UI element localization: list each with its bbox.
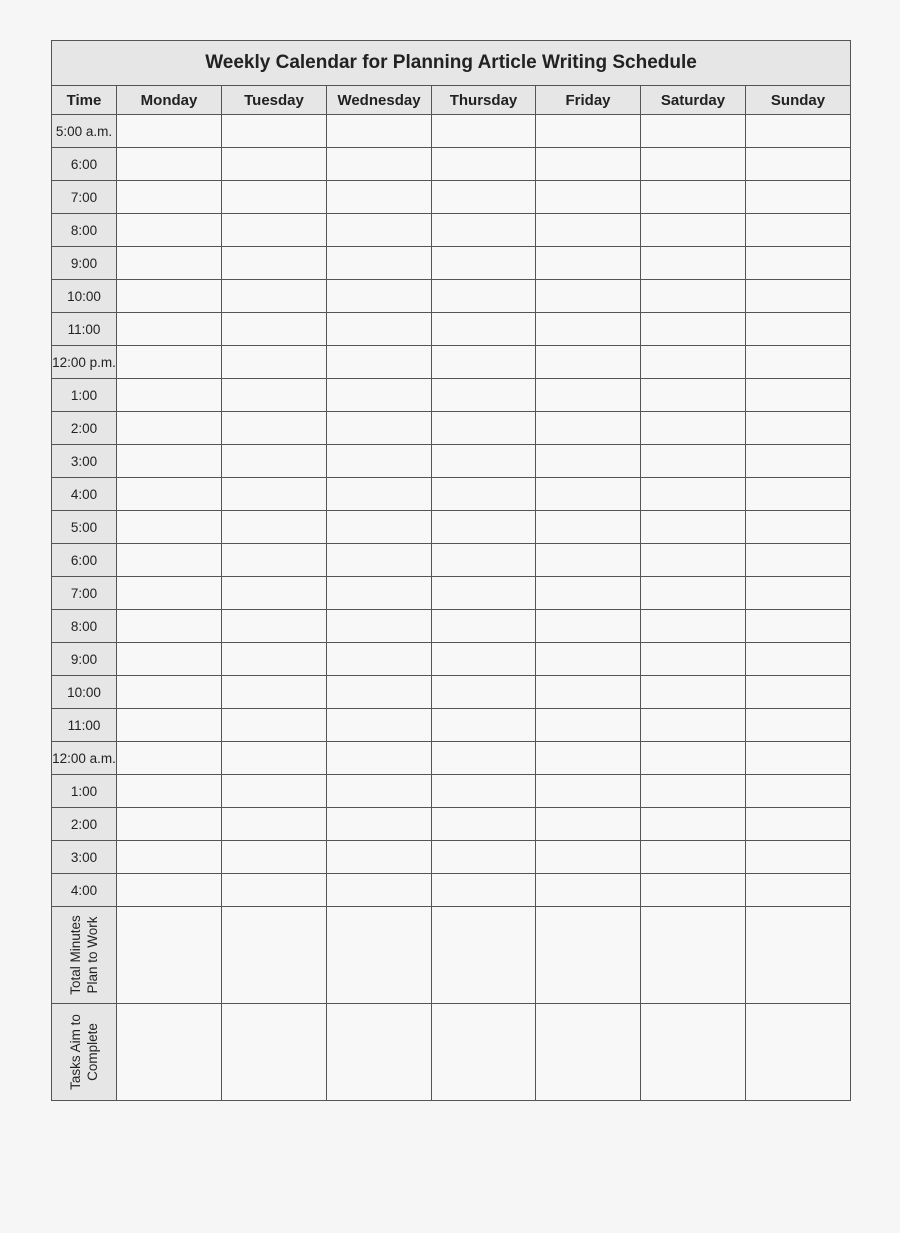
minutes-cell-wednesday[interactable]	[327, 907, 432, 1004]
slot-cell-thursday[interactable]	[432, 478, 536, 511]
slot-cell-tuesday[interactable]	[222, 577, 327, 610]
time-label: 6:00	[52, 148, 117, 181]
slot-cell-saturday[interactable]	[641, 379, 746, 412]
slot-cell-thursday[interactable]	[432, 313, 536, 346]
slot-cell-wednesday[interactable]	[327, 643, 432, 676]
slot-cell-tuesday[interactable]	[222, 742, 327, 775]
slot-cell-monday[interactable]	[117, 379, 222, 412]
slot-cell-thursday[interactable]	[432, 511, 536, 544]
day-header-wednesday: Wednesday	[327, 86, 432, 115]
time-label: 11:00	[52, 709, 117, 742]
slot-cell-thursday[interactable]	[432, 445, 536, 478]
tasks-cell-monday[interactable]	[117, 1004, 222, 1101]
slot-cell-saturday[interactable]	[641, 841, 746, 874]
slot-cell-sunday[interactable]	[746, 313, 851, 346]
time-slot-row	[52, 214, 851, 247]
time-slot-row	[52, 775, 851, 808]
slot-cell-monday[interactable]	[117, 181, 222, 214]
time-slot-row	[52, 709, 851, 742]
time-label: 10:00	[52, 676, 117, 709]
tasks-cell-wednesday[interactable]	[327, 1004, 432, 1101]
slot-cell-tuesday[interactable]	[222, 808, 327, 841]
minutes-cell-tuesday[interactable]	[222, 907, 327, 1004]
slot-cell-friday[interactable]	[536, 412, 641, 445]
time-label: 1:00	[52, 775, 117, 808]
slot-cell-monday[interactable]	[117, 313, 222, 346]
time-label: 6:00	[52, 544, 117, 577]
slot-cell-friday[interactable]	[536, 742, 641, 775]
slot-cell-friday[interactable]	[536, 379, 641, 412]
slot-cell-friday[interactable]	[536, 478, 641, 511]
slot-cell-wednesday[interactable]	[327, 742, 432, 775]
slot-cell-thursday[interactable]	[432, 676, 536, 709]
slot-cell-wednesday[interactable]	[327, 115, 432, 148]
slot-cell-thursday[interactable]	[432, 775, 536, 808]
slot-cell-thursday[interactable]	[432, 148, 536, 181]
slot-cell-saturday[interactable]	[641, 247, 746, 280]
slot-cell-saturday[interactable]	[641, 412, 746, 445]
day-header-thursday: Thursday	[432, 86, 536, 115]
time-slot-row	[52, 181, 851, 214]
slot-cell-friday[interactable]	[536, 709, 641, 742]
slot-cell-wednesday[interactable]	[327, 577, 432, 610]
time-label: 1:00	[52, 379, 117, 412]
slot-cell-monday[interactable]	[117, 808, 222, 841]
time-slot-row	[52, 478, 851, 511]
time-label: 11:00	[52, 313, 117, 346]
time-slot-row	[52, 643, 851, 676]
time-label: 7:00	[52, 577, 117, 610]
slot-cell-sunday[interactable]	[746, 148, 851, 181]
time-label: 4:00	[52, 874, 117, 907]
slot-cell-sunday[interactable]	[746, 412, 851, 445]
slot-cell-thursday[interactable]	[432, 742, 536, 775]
slot-cell-wednesday[interactable]	[327, 181, 432, 214]
slot-cell-friday[interactable]	[536, 643, 641, 676]
slot-cell-tuesday[interactable]	[222, 610, 327, 643]
day-header-saturday: Saturday	[641, 86, 746, 115]
time-label: 9:00	[52, 643, 117, 676]
slot-cell-friday[interactable]	[536, 115, 641, 148]
slot-cell-saturday[interactable]	[641, 280, 746, 313]
slot-cell-saturday[interactable]	[641, 478, 746, 511]
slot-cell-thursday[interactable]	[432, 709, 536, 742]
time-slot-row	[52, 379, 851, 412]
slot-cell-wednesday[interactable]	[327, 346, 432, 379]
slot-cell-monday[interactable]	[117, 412, 222, 445]
time-slot-row	[52, 148, 851, 181]
time-label: 5:00	[52, 511, 117, 544]
slot-cell-wednesday[interactable]	[327, 775, 432, 808]
minutes-cell-sunday[interactable]	[746, 907, 851, 1004]
slot-cell-friday[interactable]	[536, 841, 641, 874]
slot-cell-tuesday[interactable]	[222, 445, 327, 478]
time-slot-row	[52, 841, 851, 874]
slot-cell-wednesday[interactable]	[327, 544, 432, 577]
time-label: 5:00 a.m.	[52, 115, 117, 148]
slot-cell-tuesday[interactable]	[222, 544, 327, 577]
slot-cell-wednesday[interactable]	[327, 412, 432, 445]
time-slot-row	[52, 676, 851, 709]
slot-cell-saturday[interactable]	[641, 676, 746, 709]
slot-cell-monday[interactable]	[117, 346, 222, 379]
slot-cell-sunday[interactable]	[746, 676, 851, 709]
slot-cell-monday[interactable]	[117, 874, 222, 907]
slot-cell-sunday[interactable]	[746, 280, 851, 313]
slot-cell-wednesday[interactable]	[327, 874, 432, 907]
slot-cell-sunday[interactable]	[746, 379, 851, 412]
slot-cell-sunday[interactable]	[746, 247, 851, 280]
time-label: 2:00	[52, 412, 117, 445]
slot-cell-sunday[interactable]	[746, 214, 851, 247]
slot-cell-thursday[interactable]	[432, 643, 536, 676]
slot-cell-saturday[interactable]	[641, 775, 746, 808]
slot-cell-thursday[interactable]	[432, 115, 536, 148]
slot-cell-monday[interactable]	[117, 478, 222, 511]
time-slot-row	[52, 445, 851, 478]
slot-cell-tuesday[interactable]	[222, 313, 327, 346]
slot-cell-thursday[interactable]	[432, 379, 536, 412]
slot-cell-tuesday[interactable]	[222, 346, 327, 379]
slot-cell-friday[interactable]	[536, 676, 641, 709]
slot-cell-sunday[interactable]	[746, 346, 851, 379]
time-slot-row	[52, 412, 851, 445]
total-minutes-label: Total Minutes Plan to Work	[68, 915, 100, 995]
time-column-header: Time	[52, 86, 117, 115]
slot-cell-sunday[interactable]	[746, 742, 851, 775]
slot-cell-sunday[interactable]	[746, 577, 851, 610]
tasks-cell-thursday[interactable]	[432, 1004, 536, 1101]
time-slot-row	[52, 313, 851, 346]
time-label: 4:00	[52, 478, 117, 511]
day-header-tuesday: Tuesday	[222, 86, 327, 115]
slot-cell-saturday[interactable]	[641, 214, 746, 247]
time-slot-row	[52, 577, 851, 610]
slot-cell-saturday[interactable]	[641, 709, 746, 742]
tasks-aim-label: Tasks Aim to Complete	[68, 1014, 100, 1090]
tasks-cell-friday[interactable]	[536, 1004, 641, 1101]
slot-cell-thursday[interactable]	[432, 808, 536, 841]
slot-cell-saturday[interactable]	[641, 874, 746, 907]
slot-cell-sunday[interactable]	[746, 643, 851, 676]
slot-cell-tuesday[interactable]	[222, 115, 327, 148]
slot-cell-tuesday[interactable]	[222, 511, 327, 544]
total-minutes-row	[52, 907, 851, 1004]
weekly-calendar-table	[51, 40, 851, 1101]
slot-cell-thursday[interactable]	[432, 346, 536, 379]
slot-cell-sunday[interactable]	[746, 181, 851, 214]
slot-cell-wednesday[interactable]	[327, 379, 432, 412]
slot-cell-monday[interactable]	[117, 676, 222, 709]
slot-cell-friday[interactable]	[536, 181, 641, 214]
slot-cell-sunday[interactable]	[746, 445, 851, 478]
time-slot-row	[52, 808, 851, 841]
slot-cell-thursday[interactable]	[432, 214, 536, 247]
time-slot-row	[52, 511, 851, 544]
calendar-title: Weekly Calendar for Planning Article Writing Schedule	[52, 41, 851, 86]
time-label: 10:00	[52, 280, 117, 313]
slot-cell-wednesday[interactable]	[327, 610, 432, 643]
slot-cell-tuesday[interactable]	[222, 379, 327, 412]
slot-cell-wednesday[interactable]	[327, 841, 432, 874]
slot-cell-friday[interactable]	[536, 313, 641, 346]
total-minutes-label-cell	[52, 907, 117, 1004]
tasks-cell-tuesday[interactable]	[222, 1004, 327, 1101]
slot-cell-thursday[interactable]	[432, 874, 536, 907]
slot-cell-wednesday[interactable]	[327, 709, 432, 742]
day-header-monday: Monday	[117, 86, 222, 115]
minutes-cell-thursday[interactable]	[432, 907, 536, 1004]
slot-cell-thursday[interactable]	[432, 247, 536, 280]
slot-cell-monday[interactable]	[117, 115, 222, 148]
slot-cell-monday[interactable]	[117, 610, 222, 643]
slot-cell-monday[interactable]	[117, 511, 222, 544]
slot-cell-sunday[interactable]	[746, 544, 851, 577]
slot-cell-friday[interactable]	[536, 775, 641, 808]
slot-cell-wednesday[interactable]	[327, 808, 432, 841]
time-label: 3:00	[52, 841, 117, 874]
time-slot-row	[52, 742, 851, 775]
slot-cell-tuesday[interactable]	[222, 214, 327, 247]
slot-cell-saturday[interactable]	[641, 115, 746, 148]
tasks-label-cell	[52, 1004, 117, 1101]
slot-cell-friday[interactable]	[536, 148, 641, 181]
slot-cell-tuesday[interactable]	[222, 247, 327, 280]
slot-cell-thursday[interactable]	[432, 841, 536, 874]
slot-cell-saturday[interactable]	[641, 445, 746, 478]
minutes-cell-monday[interactable]	[117, 907, 222, 1004]
slot-cell-saturday[interactable]	[641, 511, 746, 544]
slot-cell-monday[interactable]	[117, 280, 222, 313]
slot-cell-friday[interactable]	[536, 445, 641, 478]
slot-cell-thursday[interactable]	[432, 577, 536, 610]
tasks-cell-saturday[interactable]	[641, 1004, 746, 1101]
slot-cell-monday[interactable]	[117, 148, 222, 181]
time-label: 12:00 p.m.	[52, 346, 117, 379]
slot-cell-wednesday[interactable]	[327, 676, 432, 709]
slot-cell-wednesday[interactable]	[327, 478, 432, 511]
slot-cell-saturday[interactable]	[641, 313, 746, 346]
slot-cell-wednesday[interactable]	[327, 148, 432, 181]
minutes-cell-saturday[interactable]	[641, 907, 746, 1004]
slot-cell-wednesday[interactable]	[327, 511, 432, 544]
time-label: 7:00	[52, 181, 117, 214]
time-label: 8:00	[52, 214, 117, 247]
minutes-cell-friday[interactable]	[536, 907, 641, 1004]
slot-cell-friday[interactable]	[536, 874, 641, 907]
slot-cell-wednesday[interactable]	[327, 280, 432, 313]
slot-cell-monday[interactable]	[117, 544, 222, 577]
time-label: 12:00 a.m.	[52, 742, 117, 775]
slot-cell-tuesday[interactable]	[222, 280, 327, 313]
slot-cell-monday[interactable]	[117, 709, 222, 742]
slot-cell-tuesday[interactable]	[222, 412, 327, 445]
slot-cell-sunday[interactable]	[746, 610, 851, 643]
slot-cell-thursday[interactable]	[432, 181, 536, 214]
slot-cell-thursday[interactable]	[432, 544, 536, 577]
time-slot-row	[52, 544, 851, 577]
slot-cell-friday[interactable]	[536, 511, 641, 544]
slot-cell-friday[interactable]	[536, 280, 641, 313]
day-header-sunday: Sunday	[746, 86, 851, 115]
time-slot-row	[52, 874, 851, 907]
slot-cell-tuesday[interactable]	[222, 148, 327, 181]
slot-cell-friday[interactable]	[536, 544, 641, 577]
slot-cell-wednesday[interactable]	[327, 247, 432, 280]
slot-cell-saturday[interactable]	[641, 610, 746, 643]
slot-cell-monday[interactable]	[117, 841, 222, 874]
day-header-row	[52, 86, 851, 115]
slot-cell-monday[interactable]	[117, 247, 222, 280]
slot-cell-sunday[interactable]	[746, 511, 851, 544]
time-label: 9:00	[52, 247, 117, 280]
slot-cell-tuesday[interactable]	[222, 841, 327, 874]
slot-cell-sunday[interactable]	[746, 478, 851, 511]
slot-cell-friday[interactable]	[536, 808, 641, 841]
time-slots	[52, 115, 851, 1101]
slot-cell-tuesday[interactable]	[222, 643, 327, 676]
slot-cell-monday[interactable]	[117, 643, 222, 676]
slot-cell-thursday[interactable]	[432, 412, 536, 445]
slot-cell-friday[interactable]	[536, 346, 641, 379]
tasks-cell-sunday[interactable]	[746, 1004, 851, 1101]
slot-cell-tuesday[interactable]	[222, 478, 327, 511]
time-slot-row	[52, 247, 851, 280]
slot-cell-friday[interactable]	[536, 577, 641, 610]
slot-cell-tuesday[interactable]	[222, 676, 327, 709]
slot-cell-sunday[interactable]	[746, 874, 851, 907]
day-header-friday: Friday	[536, 86, 641, 115]
slot-cell-monday[interactable]	[117, 742, 222, 775]
slot-cell-sunday[interactable]	[746, 709, 851, 742]
slot-cell-monday[interactable]	[117, 577, 222, 610]
slot-cell-sunday[interactable]	[746, 841, 851, 874]
time-label: 2:00	[52, 808, 117, 841]
slot-cell-thursday[interactable]	[432, 610, 536, 643]
slot-cell-saturday[interactable]	[641, 148, 746, 181]
slot-cell-friday[interactable]	[536, 214, 641, 247]
slot-cell-wednesday[interactable]	[327, 445, 432, 478]
slot-cell-sunday[interactable]	[746, 775, 851, 808]
slot-cell-saturday[interactable]	[641, 346, 746, 379]
tasks-row	[52, 1004, 851, 1101]
time-slot-row	[52, 610, 851, 643]
slot-cell-wednesday[interactable]	[327, 313, 432, 346]
time-label: 3:00	[52, 445, 117, 478]
slot-cell-saturday[interactable]	[641, 742, 746, 775]
slot-cell-friday[interactable]	[536, 247, 641, 280]
slot-cell-saturday[interactable]	[641, 643, 746, 676]
slot-cell-tuesday[interactable]	[222, 709, 327, 742]
time-slot-row	[52, 115, 851, 148]
slot-cell-monday[interactable]	[117, 445, 222, 478]
slot-cell-thursday[interactable]	[432, 280, 536, 313]
slot-cell-sunday[interactable]	[746, 808, 851, 841]
slot-cell-friday[interactable]	[536, 610, 641, 643]
time-slot-row	[52, 346, 851, 379]
time-label: 8:00	[52, 610, 117, 643]
slot-cell-tuesday[interactable]	[222, 874, 327, 907]
slot-cell-tuesday[interactable]	[222, 181, 327, 214]
slot-cell-saturday[interactable]	[641, 181, 746, 214]
slot-cell-monday[interactable]	[117, 775, 222, 808]
slot-cell-tuesday[interactable]	[222, 775, 327, 808]
slot-cell-saturday[interactable]	[641, 577, 746, 610]
slot-cell-sunday[interactable]	[746, 115, 851, 148]
slot-cell-saturday[interactable]	[641, 544, 746, 577]
slot-cell-saturday[interactable]	[641, 808, 746, 841]
slot-cell-monday[interactable]	[117, 214, 222, 247]
time-slot-row	[52, 280, 851, 313]
slot-cell-wednesday[interactable]	[327, 214, 432, 247]
